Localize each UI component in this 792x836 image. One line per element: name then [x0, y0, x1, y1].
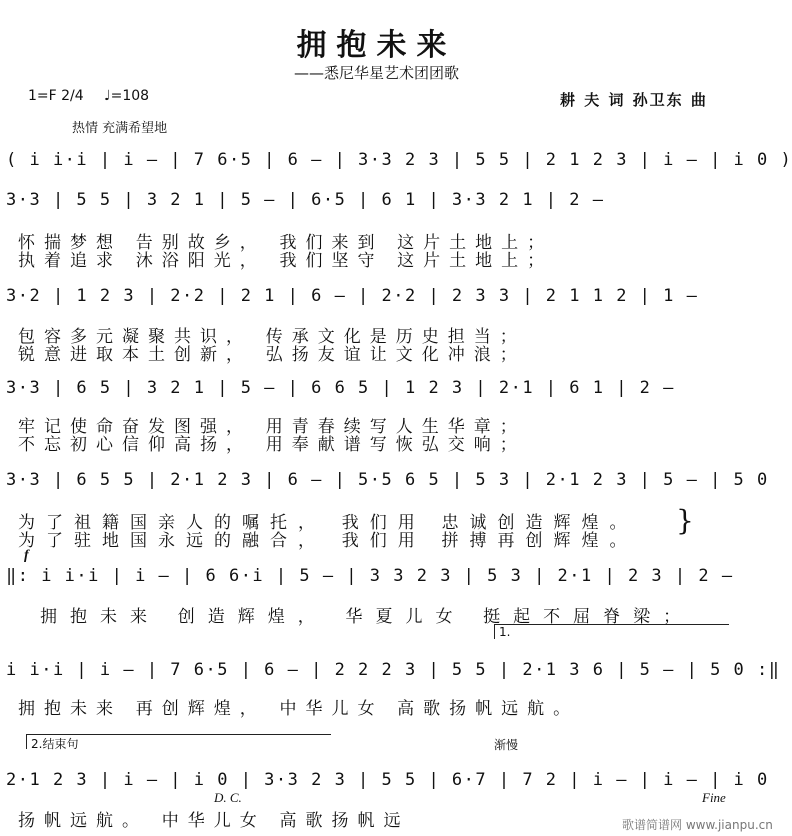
notation-row-5: 3·3 | 6 5 5 | 2·1 2 3 | 6 – | 5·5 6 5 | 5 3 | 2·1 2 3 | 5 – | 5 0 [6, 470, 769, 490]
lyric-row-5b: 为了驻地国永远的融合， 我们用 拼搏再创辉煌。 [18, 531, 638, 550]
credits: 耕 夫 词 孙卫东 曲 [560, 91, 708, 109]
dynamic-forte: f [24, 548, 29, 563]
notation-row-6: ‖: i i·i | i – | 6 6·i | 5 – | 3 3 2 3 | 5 3 | 2·1 | 2 3 | 2 – [6, 566, 734, 586]
fine-marking: Fine [702, 790, 726, 805]
lyric-row-3a: 包容多元凝聚共识， 传承文化是历史担当； [18, 327, 526, 346]
notation-row-3: 3·2 | 1 2 3 | 2·2 | 2 1 | 6 – | 2·2 | 2 3 3 | 2 1 1 2 | 1 – [6, 286, 699, 306]
lyric-row-4a: 牢记使命奋发图强， 用青春续写人生华章； [18, 417, 526, 436]
lyric-row-7: 拥抱未来 再创辉煌， 中华儿女 高歌扬帆远航。 [18, 699, 580, 718]
watermark: 歌谱简谱网 www.jianpu.cn [622, 818, 773, 832]
lyric-row-2a: 怀揣梦想 告别故乡， 我们来到 这片土地上； [18, 233, 554, 252]
lyric-row-4b: 不忘初心信仰高扬， 用奉献谱写恢弘交响； [18, 435, 526, 454]
expression-marking: 热情 充满希望地 [72, 121, 168, 136]
volta-first-ending: 1. [494, 624, 729, 639]
verse-brace: } [676, 504, 694, 537]
lyric-row-8: 扬帆远航。 中华儿女 高歌扬帆远 [18, 811, 410, 830]
ritardando-marking: 渐慢 [494, 738, 519, 752]
lyric-row-6: 拥抱未来 创造辉煌， 华夏儿女 挺起不屈脊梁； [40, 607, 694, 626]
notation-row-1: ( i i·i | i – | 7 6·5 | 6 – | 3·3 2 3 | 5 5 | 2 1 2 3 | i – | i 0 ) [6, 150, 792, 170]
lyric-row-3b: 锐意进取本土创新， 弘扬友谊让文化冲浪； [18, 345, 526, 364]
lyric-row-5a: 为了祖籍国亲人的嘱托， 我们用 忠诚创造辉煌。 [18, 513, 638, 532]
lyric-row-2b: 执着追求 沐浴阳光， 我们坚守 这片土地上； [18, 251, 554, 270]
da-capo-marking: D. C. [214, 790, 242, 805]
notation-row-2: 3·3 | 5 5 | 3 2 1 | 5 – | 6·5 | 6 1 | 3·3 2 1 | 2 – [6, 190, 605, 210]
tempo-marking: ♩=108 [104, 88, 150, 104]
notation-row-7: i i·i | i – | 7 6·5 | 6 – | 2 2 2 3 | 5 5 | 2·1 3 6 | 5 – | 5 0 :‖ [6, 660, 781, 680]
song-subtitle: ——悉尼华星艺术团团歌 [293, 64, 459, 82]
key-signature: 1=F 2/4 [28, 88, 84, 104]
volta-second-ending: 2.结束句 [26, 734, 331, 749]
song-title: 拥抱未来 [296, 28, 457, 63]
notation-row-8: 2·1 2 3 | i – | i 0 | 3·3 2 3 | 5 5 | 6·7 | 7 2 | i – | i – | i 0 [6, 770, 769, 790]
notation-row-4: 3·3 | 6 5 | 3 2 1 | 5 – | 6 6 5 | 1 2 3 | 2·1 | 6 1 | 2 – [6, 378, 675, 398]
